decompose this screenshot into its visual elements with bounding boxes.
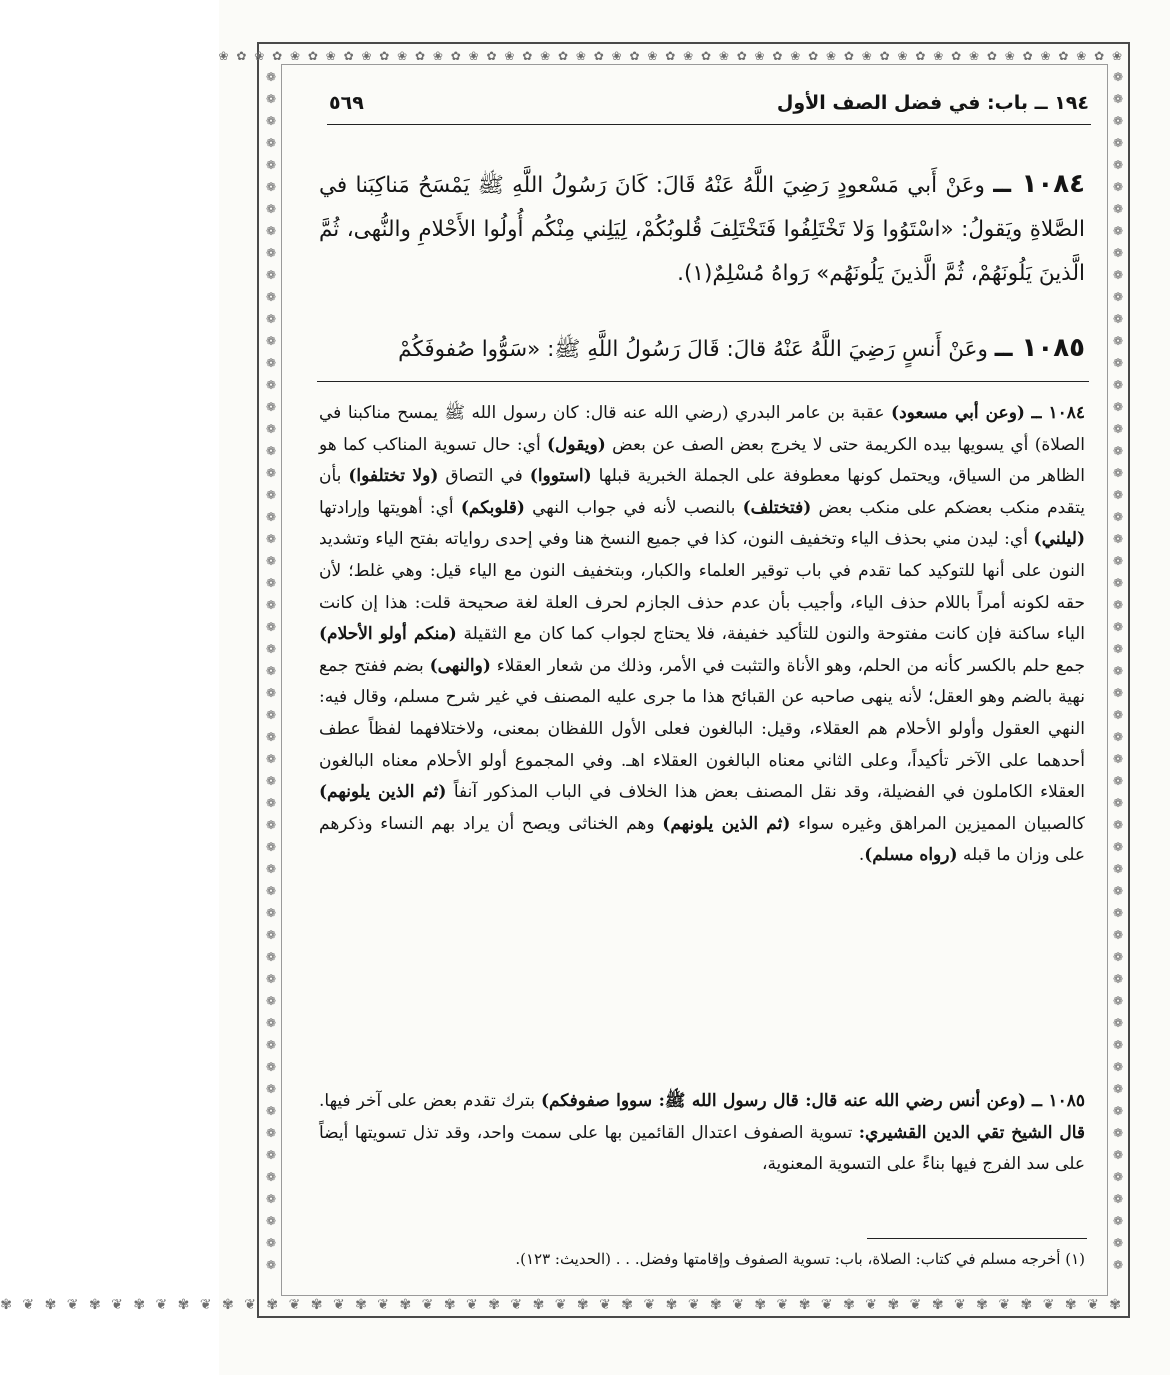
commentary-bold: (ثم الذين يلونهم)	[662, 813, 791, 834]
hadith-text: وعَنْ أَنسٍ رَضِيَ اللَّهُ عَنْهُ قالَ: قَالَ رَسُولُ اللَّهِ ﷺ: «سَوُّوا صُفوفَكُمْ	[398, 337, 988, 362]
commentary-text: أي: أهويتها وإرادتها	[319, 497, 454, 518]
commentary-bold: (منكم أولو الأحلام)	[319, 624, 457, 645]
commentary-bold: (وعن أنس رضي الله عنه قال: قال رسول الله ﷺ: سووا صفوفكم)	[540, 1091, 1027, 1111]
commentary-bold: (فتختلف)	[742, 497, 812, 518]
footnote-rule	[867, 1238, 1087, 1239]
commentary-text: كالصبيان المميزين المراهق وغيره سواء	[798, 813, 1086, 834]
commentary-bold: (ليلني)	[1033, 529, 1085, 550]
commentary-text: أي: حال تسوية المناكب كما هو الظاهر من السياق، ويحتمل كونها معطوفة على الجملة الخبرية قبلها	[319, 434, 1085, 487]
commentary-number: ١٠٨٤ ــ	[1031, 403, 1086, 423]
commentary-text: جمع حلم بالكسر كأنه من الحلم، وهو الأناة والتثبت في الأمر، وذلك من شعار العقلاء	[496, 655, 1086, 676]
running-header	[329, 92, 1089, 122]
commentary-bold: (ولا تختلفوا)	[348, 466, 439, 487]
hadith-1084	[319, 162, 1085, 296]
commentary-text: بضم ففتح جمع نهية بالضم وهو العقل؛ لأنه ينهى صاحبه عن القبائح هذا ما جرى عليه المصنف في غير شرح مسلم، وقال فيه: النهي العقول وأولو الأحلام هم العقلاء، وقيل: البالغون فعلى الأول اللفظان بمعنى، ولاختلافهما لفظاً عطف أحدهما على الآخر تأكيداً، وعلى الثاني معناه البالغون العقلاء اهـ. وفي المجموع أولو الأحلام معناه البالغون العقلاء الكاملون في الفضيلة، وقد نقل المصنف بعض هذا الخلاف في الباب المذكور آنفاً	[319, 655, 1086, 803]
commentary-text: عقبة بن عامر البدري (رضي الله عنه قال: كان رسول الله ﷺ يمسح مناكبنا في الصلاة) أي يسويها بيده الكريمة حتى لا يخرج بعض الصف عن بعض	[319, 403, 1086, 455]
commentary-text: أي: ليدن مني بحذف الياء وتخفيف النون، كذا في جميع النسخ هنا وفي إحدى رواياته بفتح الياء وتشديد النون على أنها للتوكيد كما تقدم في باب توقير العلماء والكبار، وبتخفيف النون مع الياء قيل: وهي غلط؛ لأن حقه لكونه أمراً باللام حذف الياء، وأجيب بأن عدم حذف الجازم لحرف العلة لغة صحيحة قلت: هذا إن كانت الياء ساكنة فإن كانت مفتوحة والنون للتأكيد خفيفة، فلا يحتاج لجواب كما كان مع الثقيلة	[319, 529, 1086, 645]
commentary-text: في التصاق	[445, 466, 523, 487]
hadith-text: وعَنْ أَبي مَسْعودٍ رَضِيَ اللَّهُ عَنْهُ قَالَ: كَانَ رَسُولُ اللَّهِ ﷺ يَمْسَحُ مَناكِبَنا في الصَّلاةِ ويَقولُ: «اسْتَوُوا وَلا تَخْتَلِفُوا فَتَخْتَلِفَ قُلوبُكُمْ، لِيَلِني مِنْكُم أُولُوا الأَحْلامِ والنُّهى، ثُمَّ الَّذينَ يَلُونَهُمْ، ثُمَّ الَّذينَ يَلُونَهُم» رَواهُ مُسْلِمٌ(١).	[319, 173, 1085, 286]
commentary-1084	[319, 398, 1085, 872]
commentary-bold: (ويقول)	[547, 434, 606, 455]
hadith-number: ١٠٨٤ ــ	[993, 169, 1085, 199]
commentary-text: بترك تقدم بعض على آخر فيها.	[319, 1091, 535, 1111]
commentary-bold: (استووا)	[529, 466, 592, 487]
ornament-border-left: ❁ ❁ ❁ ❁ ❁ ❁ ❁ ❁ ❁ ❁ ❁ ❁ ❁ ❁ ❁ ❁ ❁ ❁ ❁ ❁ ❁ ❁ ❁ ❁ ❁ ❁ ❁ ❁ ❁ ❁ ❁ ❁ ❁ ❁ ❁ ❁ ❁ ❁ ❁ ❁ ❁ ❁ ❁ ❁ ❁ ❁ ❁ ❁ ❁ ❁ ❁ ❁ ❁ ❁ ❁	[265, 70, 277, 1272]
ornament-border-right: ❁ ❁ ❁ ❁ ❁ ❁ ❁ ❁ ❁ ❁ ❁ ❁ ❁ ❁ ❁ ❁ ❁ ❁ ❁ ❁ ❁ ❁ ❁ ❁ ❁ ❁ ❁ ❁ ❁ ❁ ❁ ❁ ❁ ❁ ❁ ❁ ❁ ❁ ❁ ❁ ❁ ❁ ❁ ❁ ❁ ❁ ❁ ❁ ❁ ❁ ❁ ❁ ❁ ❁ ❁	[1112, 70, 1124, 1272]
hadith-number: ١٠٨٥ ــ	[994, 333, 1085, 363]
text-commentary-divider	[317, 381, 1089, 382]
footnote: (١) أخرجه مسلم في كتاب: الصلاة، باب: تسوية الصفوف وإقامتها وفضل. . . (الحديث: ١٢٣).	[515, 1250, 1085, 1268]
commentary-text: بأن يتقدم منكب بعضكم على منكب بعض	[319, 466, 1085, 518]
commentary-1085	[319, 1086, 1085, 1181]
commentary-bold: (ثم الذين يلونهم)	[319, 782, 447, 803]
page-number: ٥٦٩	[329, 92, 364, 114]
commentary-bold: (والنهى)	[429, 655, 491, 676]
commentary-text: بالنصب لأنه في جواب النهي	[532, 497, 736, 518]
commentary-number: ١٠٨٥ ــ	[1032, 1091, 1085, 1111]
commentary-bold: (وعن أبي مسعود)	[891, 403, 1025, 423]
commentary-bold: (قلوبكم)	[460, 497, 525, 518]
commentary-text: وهم الخناثى ويصح أن يراد بهم النساء وذكرهم على وزان ما قبله	[319, 813, 1085, 866]
ornament-border-bottom: ✾ ❦ ✾ ❦ ✾ ❦ ✾ ❦ ✾ ❦ ✾ ❦ ✾ ❦ ✾ ❦ ✾ ❦ ✾ ❦ ✾ ❦ ✾ ❦ ✾ ❦ ✾ ❦ ✾ ❦ ✾ ❦ ✾ ❦ ✾ ❦ ✾ ❦ ✾ ❦ ✾ ❦ ✾ ❦ ✾ ❦ ✾ ❦ ✾ ❦ ✾	[0, 1297, 1124, 1313]
commentary-text: .	[858, 845, 865, 866]
header-rule	[327, 124, 1091, 125]
commentary-text: تسوية الصفوف اعتدال القائمين بها على سمت واحد، وقد تذل تسويتها أيضاً على سد الفرج فيها بناءً على التسوية المعنوية،	[319, 1122, 1085, 1175]
chapter-title: ١٩٤ ــ باب: في فضل الصف الأول	[776, 92, 1089, 114]
commentary-bold: قال الشيخ تقي الدين القشيري:	[858, 1122, 1085, 1143]
ornament-border-top: ❀ ✿ ❀ ✿ ❀ ✿ ❀ ✿ ❀ ✿ ❀ ✿ ❀ ✿ ❀ ✿ ❀ ✿ ❀ ✿ ❀ ✿ ❀ ✿ ❀ ✿ ❀ ✿ ❀ ✿ ❀ ✿ ❀ ✿ ❀ ✿ ❀ ✿ ❀ ✿ ❀ ✿ ❀ ✿ ❀ ✿ ❀ ✿ ❀ ✿ ❀	[218, 49, 1124, 63]
commentary-bold: (رواه مسلم)	[864, 845, 958, 866]
hadith-1085	[319, 326, 1085, 372]
